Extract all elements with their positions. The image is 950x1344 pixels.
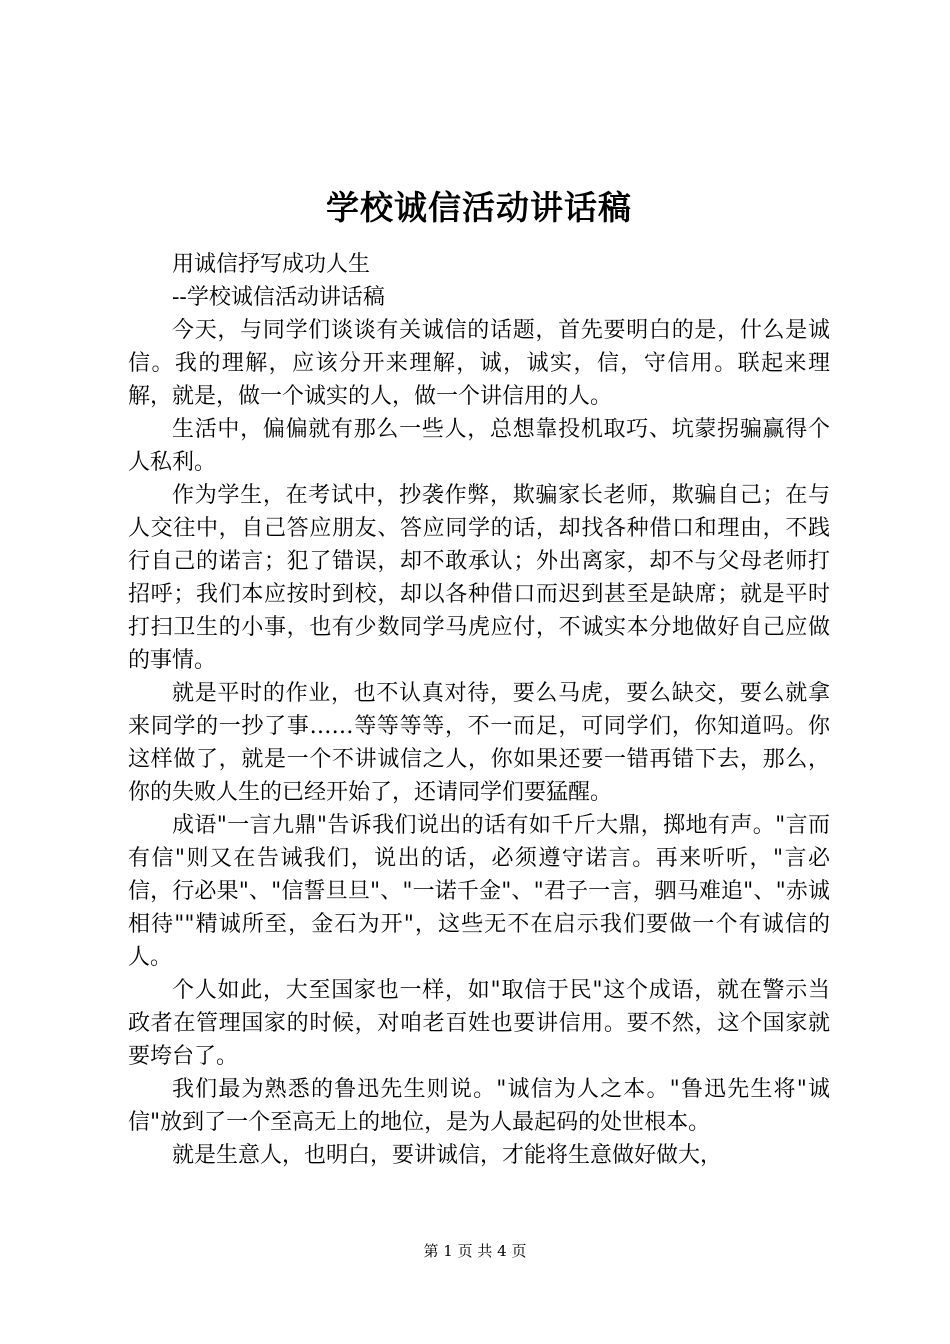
paragraph: 我们最为熟悉的鲁迅先生则说。"诚信为人之本。"鲁迅先生将"诚信"放到了一个至高无上的地位，是为人最起码的处世根本。 [128,1077,830,1135]
document-body [128,248,830,1172]
paragraph: 就是生意人，也明白，要讲诚信，才能将生意做好做大， [172,1143,723,1168]
paragraph: 作为学生，在考试中，抄袭作弊，欺骗家长老师，欺骗自己；在与人交往中，自己答应朋友、答应同学的话，却找各种借口和理由，不践行自己的诺言；犯了错误，却不敢承认；外出离家，却不与父母老师打招呼；我们本应按时到校，却以各种借口而迟到甚至是缺席；就是平时打扫卫生的小事，也有少数同学马虎应付，不诚实本分地做好自己应做的事情。 [128,483,830,673]
page-content [128,180,830,1172]
subtitle-line: 用诚信抒写成功人生 [172,252,371,277]
paragraph: 成语"一言九鼎"告诉我们说出的话有如千斤大鼎，掷地有声。"言而有信"则又在告诫我们，说出的话，必须遵守诺言。再来听听，"言必信，行必果"、"信誓旦旦"、"一诺千金"、"君子一言，驷马难追"、"赤诚相待""精诚所至，金石为开"，这些无不在启示我们要做一个有诚信的人。 [128,813,830,970]
paragraph: 就是平时的作业，也不认真对待，要么马虎，要么缺交，要么就拿来同学的一抄了事……等等等等，不一而足，可同学们，你知道吗。你这样做了，就是一个不讲诚信之人，你如果还要一错再错下去，那么，你的失败人生的已经开始了，还请同学们要猛醒。 [128,681,830,805]
document-title: 学校诚信活动讲话稿 [326,188,632,227]
subtitle-line: --学校诚信活动讲话稿 [172,285,385,310]
paragraph: 今天，与同学们谈谈有关诚信的话题，首先要明白的是，什么是诚信。我的理解，应该分开来理解，诚，诚实，信，守信用。联起来理解，就是，做一个诚实的人，做一个讲信用的人。 [128,318,830,409]
page-number: 第 1 页 共 4 页 [423,1242,527,1260]
page-footer [0,1240,950,1261]
paragraph: 个人如此，大至国家也一样，如"取信于民"这个成语，就在警示当政者在管理国家的时候，对咱老百姓也要讲信用。要不然，这个国家就要垮台了。 [128,978,830,1069]
paragraph: 生活中，偏偏就有那么一些人，总想靠投机取巧、坑蒙拐骗赢得个人私利。 [128,417,830,475]
